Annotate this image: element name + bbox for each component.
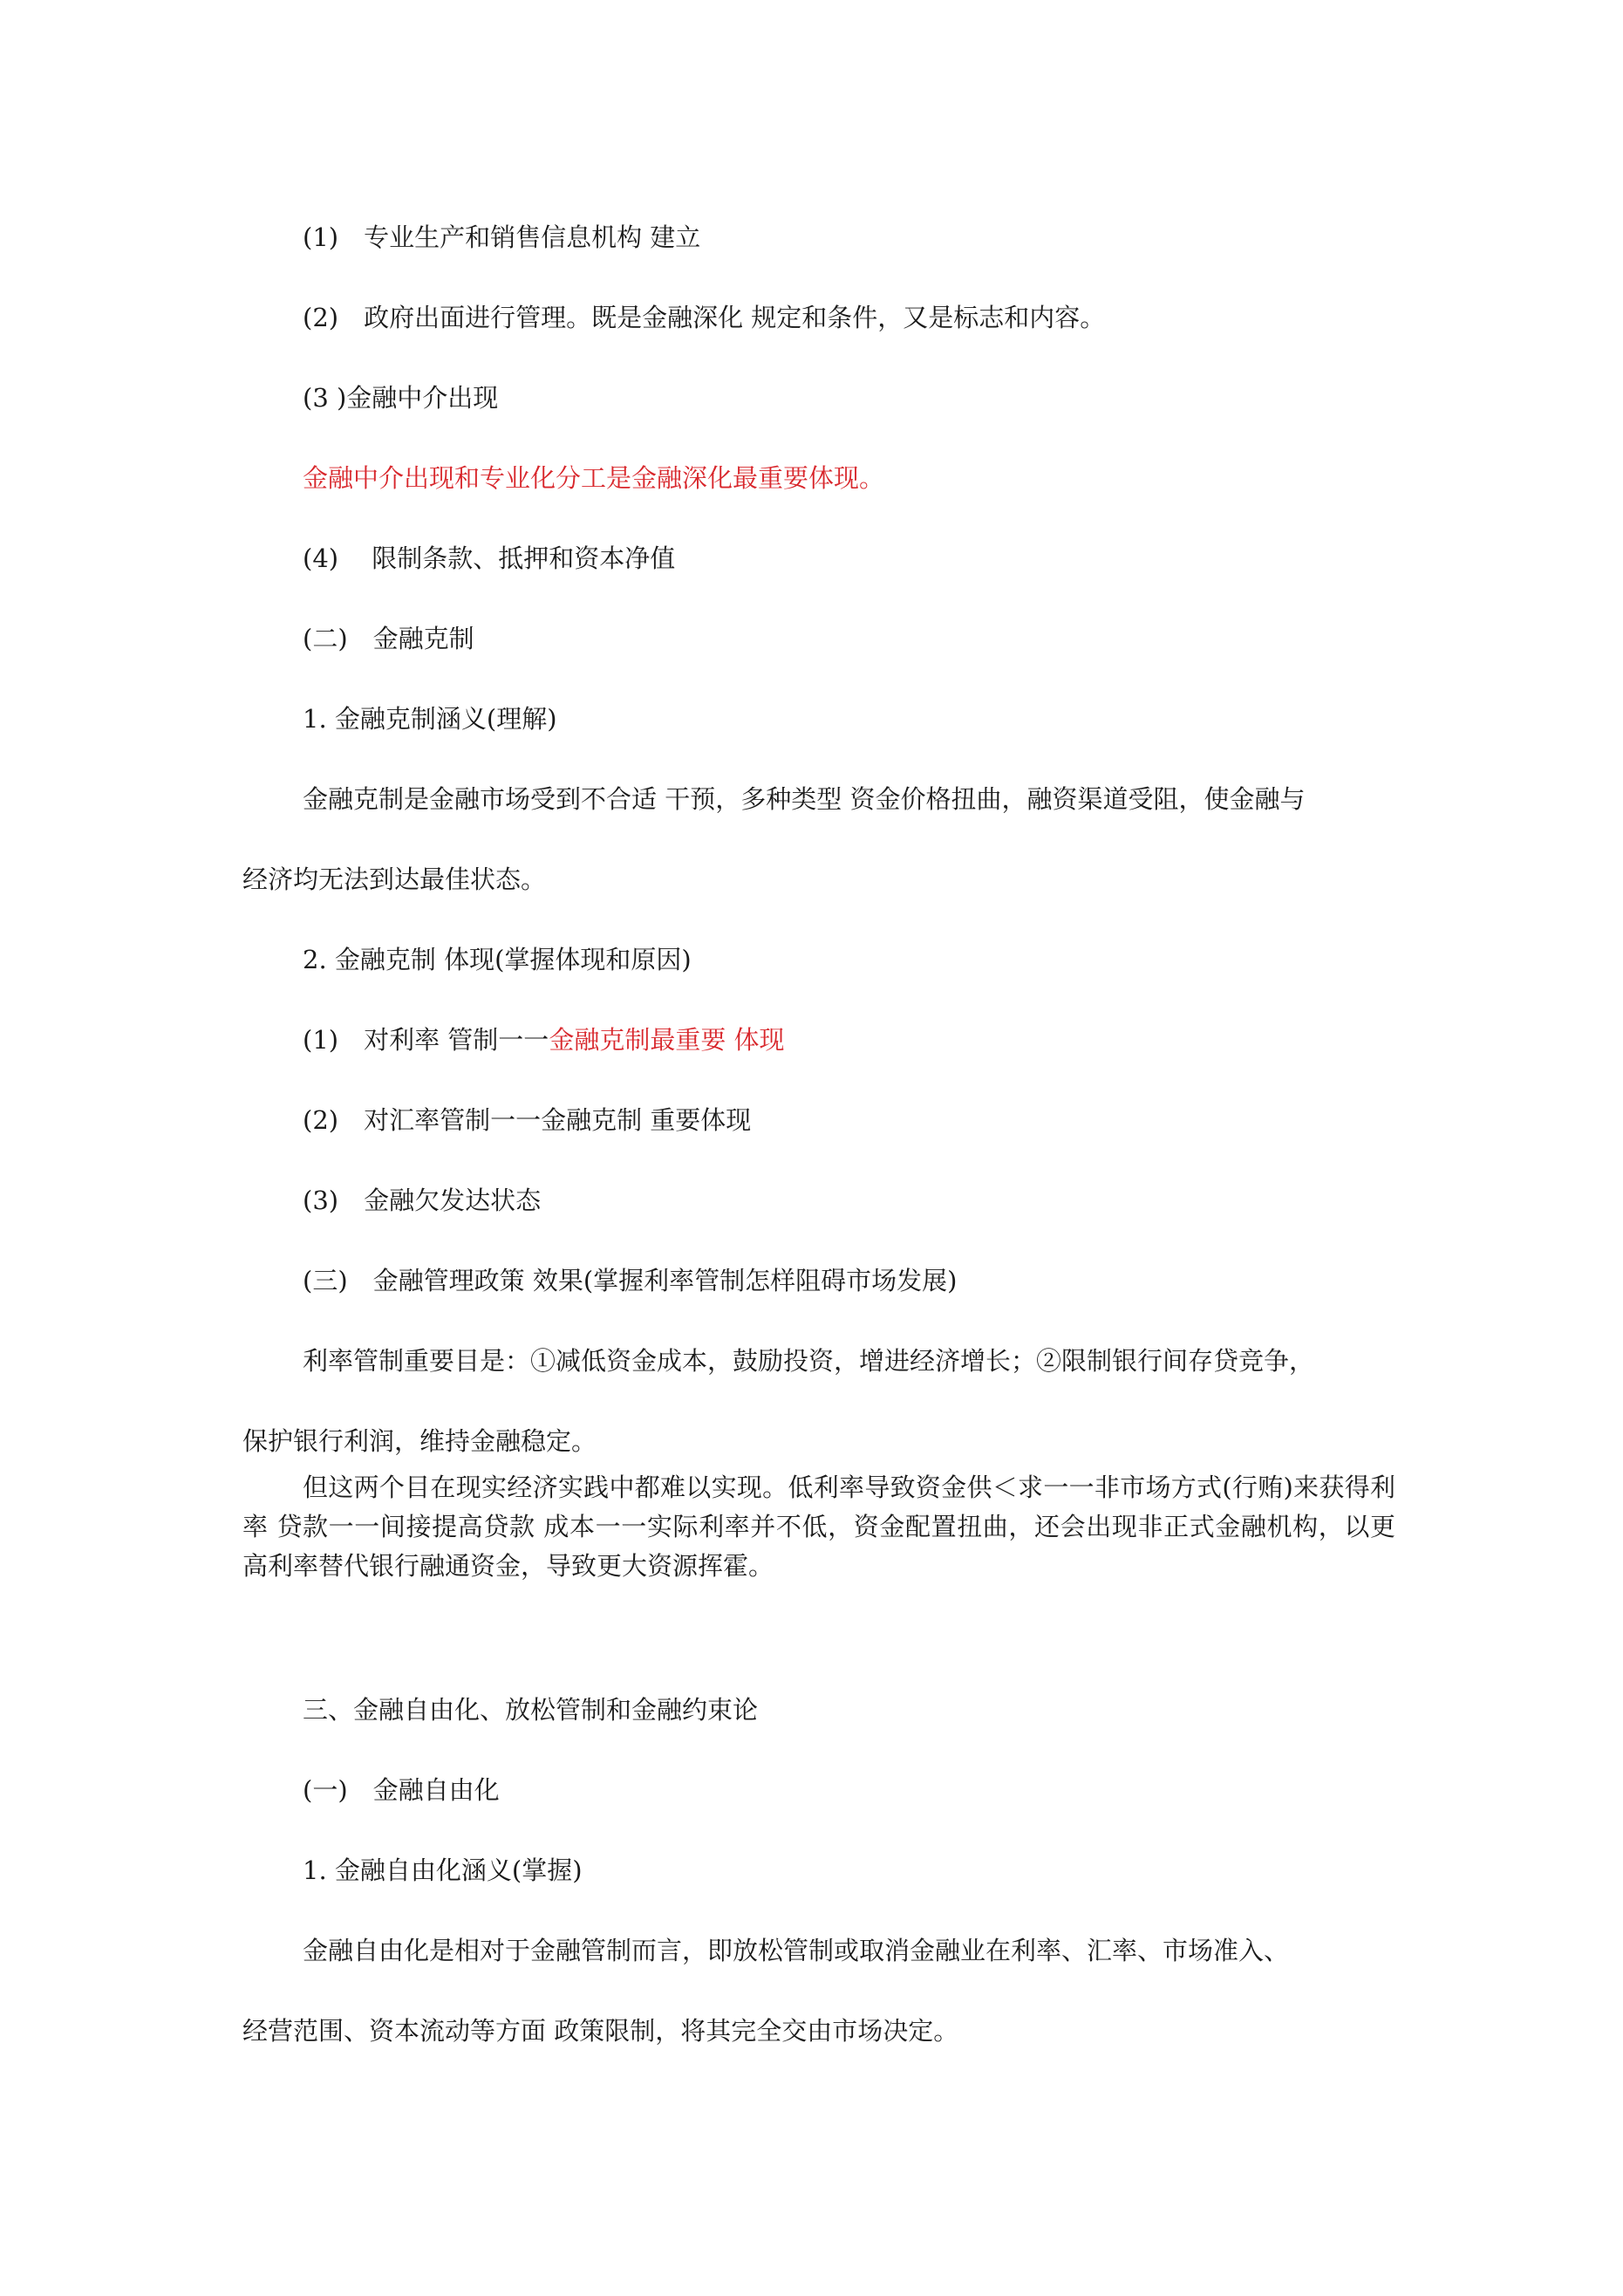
item-1-line: (1) 专业生产和销售信息机构 建立 <box>303 222 701 252</box>
paragraph-block: 但这两个目在现实经济实践中都难以实现。低利率导致资金供＜求一一非市场方式(行贿)来获得利率 贷款一一间接提高贷款 成本一一实际利率并不低，资金配置扭曲，还会出现非正式金融机构，以更高利率替代银行融通资金，导致更大资源挥霍。 <box>242 1473 1395 1581</box>
subheading-meaning: 1. 金融克制涵义(理解) <box>303 704 557 734</box>
item-4-line: (4) 限制条款、抵押和资本净值 <box>303 543 676 573</box>
highlight-phrase: 金融克制最重要 体现 <box>549 1025 785 1055</box>
exchange-rate-control-line: (2) 对汇率管制一一金融克制 重要体现 <box>303 1105 752 1135</box>
item-3-line: (3 )金融中介出现 <box>303 383 499 413</box>
paragraph-line: 金融自由化是相对于金融管制而言，即放松管制或取消金融业在利率、汇率、市场准入、 <box>303 1936 1290 1965</box>
paragraph-line: 保护银行利润，维持金融稳定。 <box>242 1426 597 1456</box>
subsection-heading: (一) 金融自由化 <box>303 1775 500 1805</box>
section-heading-liberalization: 三、金融自由化、放松管制和金融约束论 <box>303 1695 759 1725</box>
paragraph-line: 利率管制重要目是：①减低资金成本，鼓励投资，增进经济增长；②限制银行间存贷竞争， <box>303 1346 1315 1376</box>
section-heading-financial-repression: (二) 金融克制 <box>303 624 474 653</box>
subheading-manifestation: 2. 金融克制 体现(掌握体现和原因) <box>303 945 692 974</box>
highlight-sentence: 金融中介出现和专业化分工是金融深化最重要体现。 <box>303 463 885 493</box>
section-heading-policy-effects: (三) 金融管理政策 效果(掌握利率管制怎样阻碍市场发展) <box>303 1266 958 1295</box>
paragraph-line: 经营范围、资本流动等方面 政策限制，将其完全交由市场决定。 <box>242 2016 959 2046</box>
paragraph-line: 金融克制是金融市场受到不合适 干预，多种类型 资金价格扭曲，融资渠道受阻，使金融与 <box>303 784 1306 814</box>
item-2-line: (2) 政府出面进行管理。既是金融深化 规定和条件，又是标志和内容。 <box>303 303 1106 332</box>
interest-rate-control-line <box>303 1022 785 1057</box>
underdeveloped-line: (3) 金融欠发达状态 <box>303 1186 542 1215</box>
subheading-meaning: 1. 金融自由化涵义(掌握) <box>303 1855 583 1885</box>
line-prefix: (1) 对利率 管制一一 <box>303 1025 549 1055</box>
paragraph-line: 经济均无法到达最佳状态。 <box>242 864 547 894</box>
